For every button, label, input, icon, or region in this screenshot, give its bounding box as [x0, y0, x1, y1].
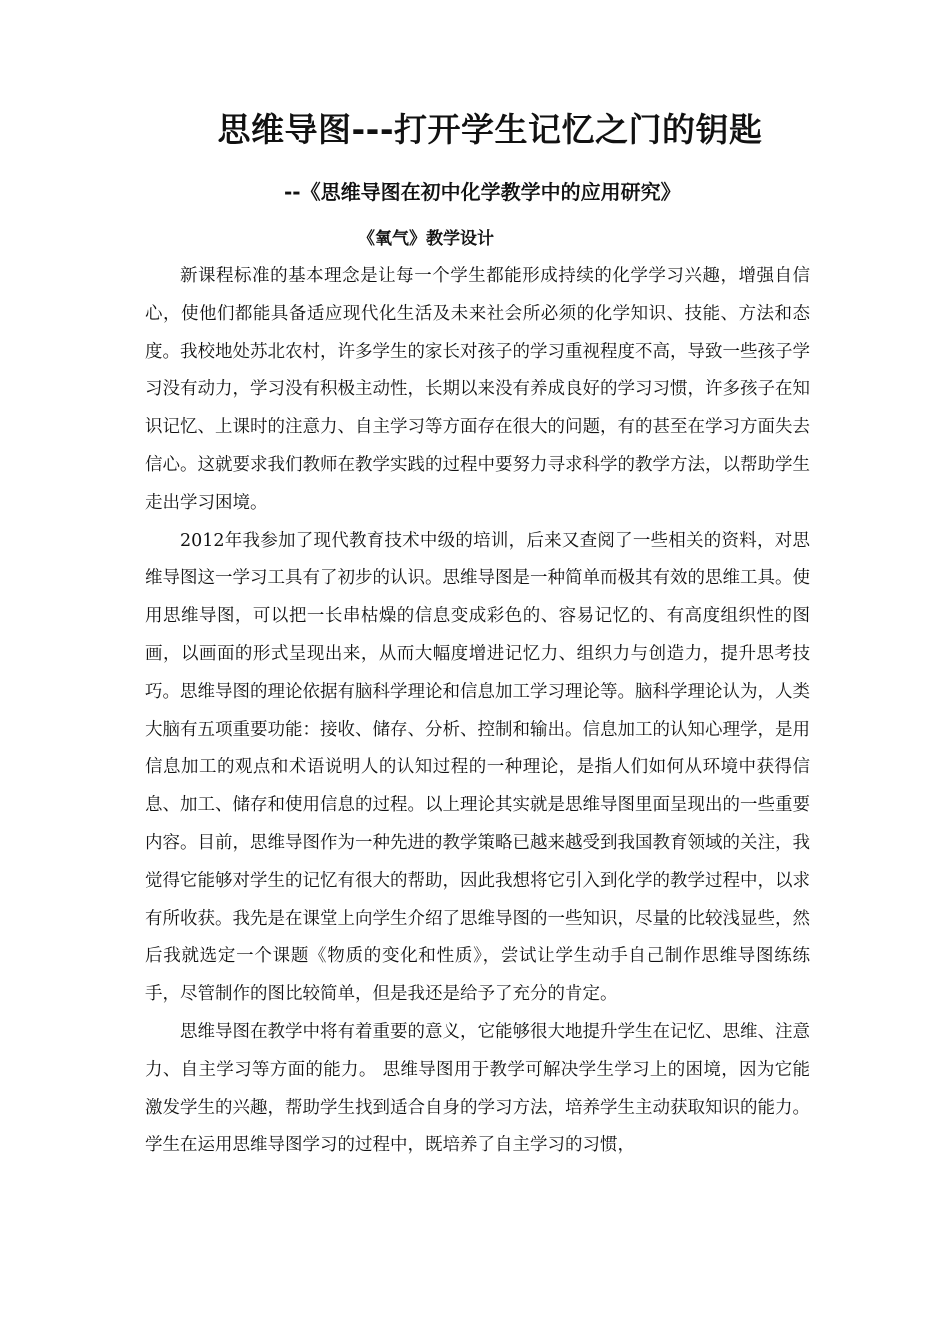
paragraph: 新课程标准的基本理念是让每一个学生都能形成持续的化学学习兴趣，增强自信心，使他们都能具备适应现代化生活及未来社会所必须的化学知识、技能、方法和态度。我校地处苏北农村，许多学生的家长对孩子的学习重视程度不高，导致一些孩子学习没有动力，学习没有积极主动性，长期以来没有养成良好的学习习惯，许多孩子在知识记忆、上课时的注意力、自主学习等方面存在很大的问题，有的甚至在学习方面失去信心。这就要求我们教师在教学实践的过程中要努力寻求科学的教学方法，以帮助学生走出学习困境。: [145, 266, 810, 513]
section-title: 《氧气》教学设计: [358, 229, 494, 249]
document-title: 思维导图---打开学生记忆之门的钥匙: [217, 110, 763, 149]
paragraph: 思维导图在教学中将有着重要的意义，它能够很大地提升学生在记忆、思维、注意力、自主学习等方面的能力。 思维导图用于教学可解决学生学习上的困境，因为它能激发学生的兴趣，帮助学生找到适合自身的学习方法，培养学生主动获取知识的能力。学生在运用思维导图学习的过程中，既培养了自主学习的习惯，: [145, 1021, 810, 1156]
document-subtitle: --《思维导图在初中化学教学中的应用研究》: [284, 180, 681, 204]
document-body: [145, 258, 810, 1165]
paragraph: 2012年我参加了现代教育技术中级的培训，后来又查阅了一些相关的资料，对思维导图这一学习工具有了初步的认识。思维导图是一种简单而极其有效的思维工具。使用思维导图，可以把一长串枯燥的信息变成彩色的、容易记忆的、有高度组织性的图画，以画面的形式呈现出来，从而大幅度增进记忆力、组织力与创造力，提升思考技巧。思维导图的理论依据有脑科学理论和信息加工学习理论等。脑科学理论认为，人类大脑有五项重要功能：接收、储存、分析、控制和输出。信息加工的认知心理学，是用信息加工的观点和术语说明人的认知过程的一种理论，是指人们如何从环境中获得信息、加工、储存和使用信息的过程。以上理论其实就是思维导图里面呈现出的一些重要内容。目前，思维导图作为一种先进的教学策略已越来越受到我国教育领域的关注，我觉得它能够对学生的记忆有很大的帮助，因此我想将它引入到化学的教学过程中，以求有所收获。我先是在课堂上向学生介绍了思维导图的一些知识，尽量的比较浅显些，然后我就选定一个课题《物质的变化和性质》，尝试让学生动手自己制作思维导图练练手，尽管制作的图比较简单，但是我还是给予了充分的肯定。: [145, 530, 810, 1005]
